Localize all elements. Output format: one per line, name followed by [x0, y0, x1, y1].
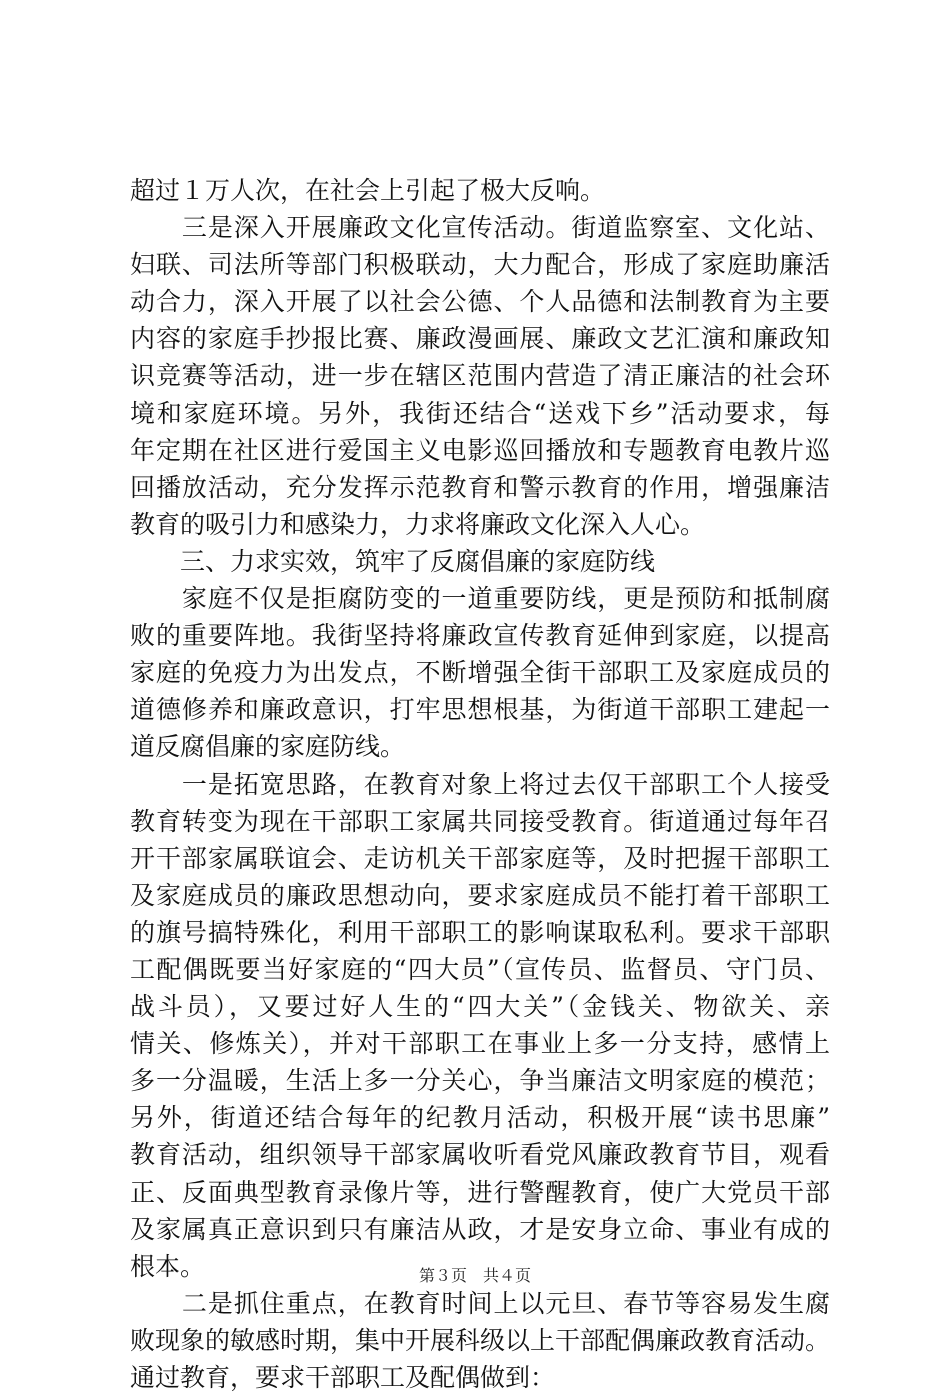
paragraph: [130, 580, 830, 765]
text-line: 败现象的敏感时期，集中开展科级以上干部配偶廉政教育活动。: [130, 1325, 830, 1355]
text-line: 教育转变为现在干部职工家属共同接受教育。街道通过每年召: [130, 806, 830, 836]
text-line: 另外，街道还结合每年的纪教月活动，积极开展“读书思廉”: [130, 1103, 830, 1133]
text-line: 超过１万人次，在社会上引起了极大反响。: [130, 176, 606, 205]
text-line: 动合力，深入开展了以社会公德、个人品德和法制教育为主要: [130, 287, 830, 317]
text-line: 及家属真正意识到只有廉洁从政，才是安身立命、事业有成的: [130, 1214, 830, 1244]
text-line: 三、力求实效，筑牢了反腐倡廉的家庭防线: [130, 546, 656, 576]
text-line: 败的重要阵地。我街坚持将廉政宣传教育延伸到家庭，以提高: [130, 621, 830, 651]
paragraph: [130, 209, 830, 543]
paragraph: [130, 543, 830, 580]
body-text: [130, 172, 830, 1396]
text-line: 回播放活动，充分发挥示范教育和警示教育的作用，增强廉洁: [130, 472, 830, 502]
paragraph: [130, 766, 830, 1285]
text-line: 教育的吸引力和感染力，力求将廉政文化深入人心。: [130, 509, 706, 539]
text-line: 的旗号搞特殊化，利用干部职工的影响谋取私利。要求干部职: [130, 917, 830, 947]
text-line: 三是深入开展廉政文化宣传活动。街道监察室、文化站、: [130, 213, 830, 243]
text-line: 工配偶既要当好家庭的“四大员”（宣传员、监督员、守门员、: [130, 954, 830, 984]
text-line: 一是拓宽思路，在教育对象上将过去仅干部职工个人接受: [130, 769, 830, 799]
text-line: 及家庭成员的廉政思想动向，要求家庭成员不能打着干部职工: [130, 880, 830, 910]
text-line: 开干部家属联谊会、走访机关干部家庭等，及时把握干部职工: [130, 843, 830, 873]
text-line: 家庭的免疫力为出发点，不断增强全街干部职工及家庭成员的: [130, 658, 830, 688]
paragraph: [130, 172, 830, 209]
text-line: 通过教育，要求干部职工及配偶做到：: [130, 1363, 556, 1392]
text-line: 道反腐倡廉的家庭防线。: [130, 732, 406, 762]
text-line: 根本。: [130, 1251, 206, 1281]
text-line: 年定期在社区进行爱国主义电影巡回播放和专题教育电教片巡: [130, 435, 830, 465]
text-line: 识竞赛等活动，进一步在辖区范围内营造了清正廉洁的社会环: [130, 361, 830, 391]
text-line: 正、反面典型教育录像片等，进行警醒教育，使广大党员干部: [130, 1177, 830, 1207]
text-line: 境和家庭环境。另外，我街还结合“送戏下乡”活动要求，每: [130, 398, 830, 428]
page-footer: 第３页 共４页: [418, 1266, 531, 1285]
text-line: 教育活动，组织领导干部家属收听看党风廉政教育节目，观看: [130, 1140, 830, 1170]
text-line: 情关、修炼关），并对干部职工在事业上多一分支持，感情上: [130, 1029, 830, 1059]
paragraph: [130, 1285, 830, 1396]
text-line: 战斗员），又要过好人生的“四大关”（金钱关、物欲关、亲: [130, 992, 830, 1022]
text-line: 多一分温暖，生活上多一分关心，争当廉洁文明家庭的模范；: [130, 1066, 830, 1096]
text-line: 道德修养和廉政意识，打牢思想根基，为街道干部职工建起一: [130, 695, 830, 725]
text-line: 妇联、司法所等部门积极联动，大力配合，形成了家庭助廉活: [130, 250, 830, 280]
text-line: 内容的家庭手抄报比赛、廉政漫画展、廉政文艺汇演和廉政知: [130, 324, 830, 354]
text-line: 二是抓住重点，在教育时间上以元旦、春节等容易发生腐: [130, 1288, 830, 1318]
text-line: 家庭不仅是拒腐防变的一道重要防线，更是预防和抵制腐: [130, 584, 830, 614]
